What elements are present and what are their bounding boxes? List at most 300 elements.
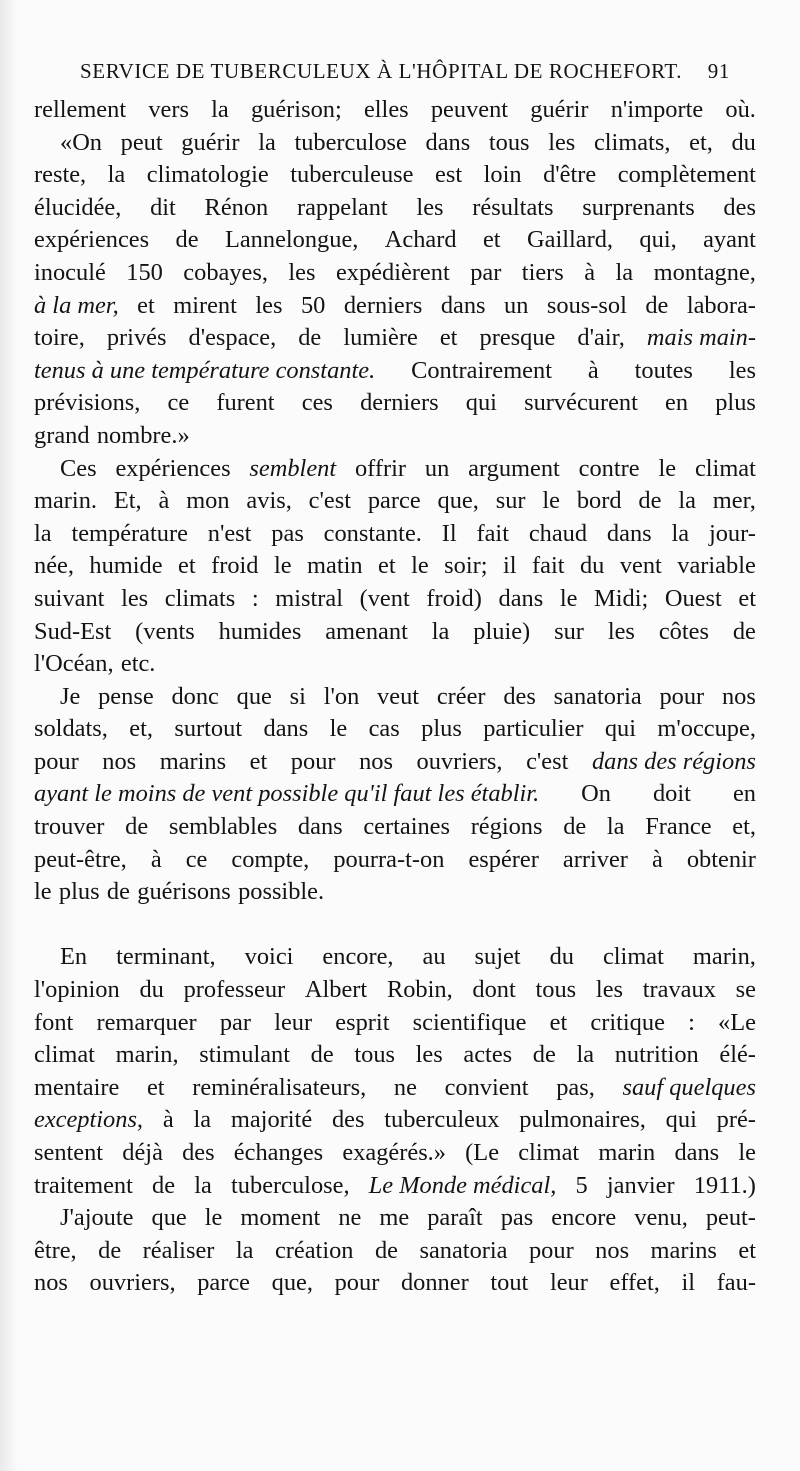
word: grand [34, 421, 90, 449]
word: (vents [135, 617, 195, 645]
word: sur [495, 487, 526, 515]
word: que, [271, 1269, 313, 1297]
text-line [34, 453, 756, 486]
word: dans [674, 1139, 720, 1166]
word: la [615, 258, 634, 286]
scan-edge-shadow [0, 0, 18, 1471]
word: (vent [359, 584, 410, 612]
word: dans [498, 584, 544, 612]
word: et, [732, 813, 756, 841]
word: janvier [606, 1171, 675, 1199]
word: possible. [238, 878, 325, 906]
word: Le Monde médical, [368, 1171, 557, 1199]
word: du [139, 976, 164, 1004]
word: pense [98, 682, 154, 710]
word: tuberculeux [384, 1106, 500, 1134]
word: toutes [634, 356, 693, 384]
word: ayant le moins de vent possible qu'il faut les établir. [34, 780, 540, 808]
text-line [34, 127, 756, 160]
word: humide [89, 552, 163, 580]
word: mais main- [646, 324, 756, 352]
word: un [424, 454, 450, 482]
word: soir; [444, 552, 488, 580]
word: marin, [692, 943, 756, 971]
word: leur [549, 1269, 588, 1297]
word: guérisons [137, 878, 231, 906]
word: la [107, 161, 126, 189]
word: sentent [34, 1139, 104, 1166]
word: dans [606, 519, 652, 547]
word: si [289, 682, 306, 710]
word: de [298, 324, 322, 352]
word: Achard [384, 226, 457, 254]
word: convient [444, 1073, 529, 1101]
word: exceptions, [34, 1106, 144, 1134]
word: pour [34, 747, 79, 775]
word: tous [535, 976, 577, 1004]
word: peut [120, 128, 163, 156]
text-line [34, 746, 756, 779]
word: de [732, 617, 756, 645]
word: le [738, 1139, 756, 1166]
word: de [638, 487, 662, 515]
text-line [34, 192, 756, 225]
word: résultats [472, 193, 554, 221]
word: les [415, 1041, 443, 1069]
word: semblent [249, 454, 337, 482]
word: climat [602, 943, 664, 971]
word: nos [721, 682, 756, 710]
word: plus [421, 715, 462, 743]
word: et [146, 1073, 165, 1101]
word: plus [715, 389, 756, 417]
word: effet, [609, 1269, 660, 1297]
word: chaud [528, 519, 588, 547]
text-line [34, 681, 756, 714]
word: survécurent [524, 389, 638, 417]
word: majorité [230, 1106, 313, 1134]
word: ouvriers, [416, 747, 503, 775]
text-line [34, 844, 756, 877]
word: montagne, [653, 258, 756, 286]
text-line [34, 257, 756, 290]
word: marin [598, 1139, 656, 1166]
word: (Le [465, 1139, 500, 1166]
word: loin [483, 161, 522, 189]
word: créer [436, 682, 486, 710]
word: la [258, 128, 276, 156]
word: déjà [122, 1139, 163, 1166]
word: esprit [335, 1008, 390, 1036]
word: nos [102, 747, 137, 775]
word: moment [240, 1204, 321, 1232]
word: au [422, 943, 446, 971]
word: les [121, 584, 149, 612]
word: et [549, 1008, 568, 1036]
word: stimulant [199, 1041, 291, 1069]
text-line [34, 941, 756, 974]
word: le [658, 454, 677, 482]
word: reste, [34, 161, 87, 189]
word: du [731, 128, 756, 156]
word: échanges [233, 1139, 324, 1166]
text-line [34, 1007, 756, 1040]
word: les [255, 291, 283, 319]
word: dit [150, 193, 176, 221]
word: marin. [34, 487, 97, 515]
word: que [236, 682, 272, 710]
word: Et, [113, 487, 142, 515]
word: guérir [181, 128, 240, 156]
word: : [688, 1008, 695, 1036]
word: Rénon [204, 193, 269, 221]
word: qui, [639, 226, 677, 254]
word: les [595, 976, 624, 1004]
word: régions [470, 813, 543, 841]
word: certaines [363, 813, 450, 841]
word: scientifique [412, 1008, 527, 1036]
word: font [34, 1008, 74, 1036]
word: par [219, 1008, 252, 1036]
word: Contrairement [411, 356, 552, 384]
word: dans [440, 291, 486, 319]
word: J'ajoute [60, 1204, 134, 1232]
word: actes [463, 1041, 513, 1069]
word: dont [472, 976, 516, 1004]
text-line [34, 550, 756, 583]
word: tuberculose [294, 128, 407, 156]
word: pulmonaires, [519, 1106, 646, 1134]
word: de [106, 878, 130, 906]
word: etc. [120, 650, 156, 678]
word: et [482, 226, 501, 254]
word: compte, [231, 845, 310, 873]
word: mistral [275, 584, 343, 612]
word: tous [488, 128, 530, 156]
word: nombre.» [96, 421, 190, 449]
word: n'importe [610, 96, 704, 123]
word: climat [694, 454, 756, 482]
word: bord [576, 487, 622, 515]
word: professeur [183, 976, 286, 1004]
word: peuvent [430, 96, 509, 123]
word: les [548, 128, 576, 156]
word: France [645, 813, 712, 841]
word: jour- [708, 519, 756, 547]
word: qui [604, 715, 636, 743]
word: et, [689, 128, 713, 156]
word: guérison; [250, 96, 342, 123]
word: travaux [642, 976, 716, 1004]
word: qui [465, 389, 497, 417]
word: Ouest [664, 584, 722, 612]
word: climat [34, 1041, 95, 1069]
word: labora- [686, 291, 756, 319]
word: paraît [427, 1204, 483, 1232]
word: à [150, 845, 162, 873]
word: le [204, 1204, 223, 1232]
word: ce [167, 389, 190, 417]
word: terminant, [116, 943, 216, 971]
word: pré- [716, 1106, 756, 1134]
word: : [251, 584, 259, 612]
page-number: 91 [707, 59, 730, 83]
word: exagérés.» [342, 1139, 446, 1166]
word: pas [271, 519, 304, 547]
word: et [378, 552, 396, 580]
word: la [235, 1236, 254, 1264]
word: l'Océan, [34, 650, 114, 678]
word: le [329, 715, 348, 743]
word: le [273, 552, 292, 580]
word: réaliser [142, 1236, 215, 1264]
body-text [34, 94, 756, 1300]
word: variable [677, 552, 756, 580]
text-line [34, 322, 756, 355]
word: espérer [468, 845, 539, 873]
text-line [34, 290, 756, 323]
text-line [34, 648, 756, 681]
word: contre [578, 454, 640, 482]
text-line [34, 1137, 756, 1170]
word: il [681, 1269, 696, 1297]
word: froid [211, 552, 259, 580]
word: trouver [34, 813, 105, 841]
text-line [34, 811, 756, 844]
word: être, [34, 1236, 77, 1264]
word: 5 [575, 1171, 588, 1199]
word: l'opinion [34, 976, 120, 1004]
word: pas, [556, 1073, 595, 1101]
word: surtout [174, 715, 243, 743]
word: Midi; [594, 584, 649, 612]
word: dans [297, 813, 343, 841]
word: à [587, 356, 599, 384]
word: mer, [712, 487, 756, 515]
word: à [158, 487, 170, 515]
text-line [34, 485, 756, 518]
word: du [579, 552, 605, 580]
text-line [34, 1235, 756, 1268]
word: c'est [308, 487, 351, 515]
word: sujet [474, 943, 521, 971]
word: Gaillard, [527, 226, 614, 254]
word: à [584, 258, 596, 286]
word: nos [34, 1269, 68, 1297]
word: «Le [718, 1008, 756, 1036]
word: côtes [658, 617, 709, 645]
word: toire, [34, 324, 85, 352]
word: vent [619, 552, 662, 580]
word: climat [518, 1139, 580, 1166]
word: de [563, 813, 587, 841]
word: leur [274, 1008, 313, 1036]
word: lumière [343, 324, 418, 352]
word: pour [659, 682, 705, 710]
word: elles [363, 96, 409, 123]
word: la [193, 1106, 212, 1134]
word: que [151, 1204, 187, 1232]
word: tout [490, 1269, 529, 1297]
word: où. [725, 96, 756, 123]
word: nutrition [614, 1041, 699, 1069]
text-line [34, 1039, 756, 1072]
word: furent [216, 389, 275, 417]
word: n'est [207, 519, 252, 547]
word: la [194, 1171, 212, 1199]
word: sous-sol [546, 291, 627, 319]
word: et [249, 747, 268, 775]
word: en [732, 780, 756, 808]
word: mon [186, 487, 230, 515]
word: marins [159, 747, 227, 775]
word: obtenir [686, 845, 756, 873]
word: est [435, 161, 463, 189]
word: arriver [562, 845, 628, 873]
word: fait [532, 552, 565, 580]
word: En [60, 943, 88, 971]
word: Sud-Est [34, 617, 112, 645]
word: encore [551, 1204, 617, 1232]
word: les [416, 193, 444, 221]
word: pluie) [473, 617, 531, 645]
text-line [34, 713, 756, 746]
word: pour [290, 747, 336, 775]
word: peut-être, [34, 845, 127, 873]
word: et [178, 552, 196, 580]
word: des [723, 193, 756, 221]
word: un [504, 291, 529, 319]
word: complètement [617, 161, 756, 189]
text-line [34, 518, 756, 551]
word: marin, [115, 1041, 179, 1069]
word: les [728, 356, 756, 384]
word: le [34, 878, 52, 906]
word: argument [468, 454, 560, 482]
text-line [34, 420, 756, 453]
running-header [80, 59, 730, 84]
word: ces [301, 389, 333, 417]
text-line [34, 1104, 756, 1137]
word: 1911.) [693, 1171, 756, 1199]
word: dans des régions [591, 747, 756, 775]
word: nos [595, 1236, 630, 1264]
text-line [34, 387, 756, 420]
word: 50 [300, 291, 326, 319]
word: de [152, 1171, 176, 1199]
word: d'espace, [188, 324, 277, 352]
word: tenus à une température constante. [34, 356, 376, 384]
word: de [310, 1041, 334, 1069]
word: veut [377, 682, 420, 710]
word: encore, [322, 943, 394, 971]
word: à [162, 1106, 174, 1134]
word: dans [425, 128, 471, 156]
word: peut- [705, 1204, 756, 1232]
word: nos [359, 747, 393, 775]
word: Je [60, 682, 81, 710]
word: Il [441, 519, 457, 547]
word: parce [367, 487, 421, 515]
word: froid) [426, 584, 482, 612]
word: traitement [34, 1171, 133, 1199]
word: sanatoria [419, 1236, 508, 1264]
word: il [502, 552, 517, 580]
word: d'être [543, 161, 597, 189]
word: derniers [343, 291, 423, 319]
word: la [34, 519, 52, 547]
word: surprenants [582, 193, 695, 221]
word: en [665, 389, 689, 417]
word: Ces [60, 454, 97, 482]
word: matin [307, 552, 363, 580]
word: à la mer, [34, 291, 119, 319]
word: fau- [716, 1269, 756, 1297]
text-line [34, 1072, 756, 1105]
word: constante. [323, 519, 422, 547]
word: et, [129, 715, 153, 743]
text-line [34, 778, 756, 811]
word: prévisions, [34, 389, 141, 417]
word: dans [263, 715, 309, 743]
word: vers [148, 96, 189, 123]
word: sanatoria [553, 682, 642, 710]
word: et [137, 291, 155, 319]
word: sur [554, 617, 584, 645]
word: ne [393, 1073, 417, 1101]
word: pas [500, 1204, 534, 1232]
running-title: SERVICE DE TUBERCULEUX À L'HÔPITAL DE ROCHEFORT. [80, 59, 683, 83]
word: de [125, 813, 149, 841]
word: par [470, 258, 502, 286]
word: la [431, 617, 450, 645]
word: climats [164, 584, 236, 612]
word: née, [34, 552, 74, 580]
word: des [331, 1106, 365, 1134]
word: critique [590, 1008, 665, 1036]
word: expériences [34, 226, 150, 254]
text-line [34, 159, 756, 192]
word: et [738, 584, 756, 612]
word: semblables [168, 813, 278, 841]
word: tuberculose, [231, 1171, 350, 1199]
word: Lannelongue, [224, 226, 359, 254]
word: et [738, 1236, 756, 1264]
word: la [678, 487, 696, 515]
word: qui [665, 1106, 697, 1134]
word: remarquer [96, 1008, 197, 1036]
word: les [607, 617, 635, 645]
word: venu, [634, 1204, 688, 1232]
word: presque [479, 324, 556, 352]
word: derniers [360, 389, 439, 417]
word: température [71, 519, 188, 547]
word: cas [368, 715, 400, 743]
word: de [175, 226, 199, 254]
word: de [532, 1041, 556, 1069]
word: donc [171, 682, 219, 710]
word: inoculé [34, 258, 106, 286]
word: doit [652, 780, 691, 808]
word: me [379, 1204, 410, 1232]
text-line [34, 1170, 756, 1203]
word: pourra-t-on [333, 845, 445, 873]
text-line [34, 224, 756, 257]
word: suivant [34, 584, 105, 612]
word: expériences [115, 454, 231, 482]
word: pour [528, 1236, 574, 1264]
word: la [211, 96, 229, 123]
